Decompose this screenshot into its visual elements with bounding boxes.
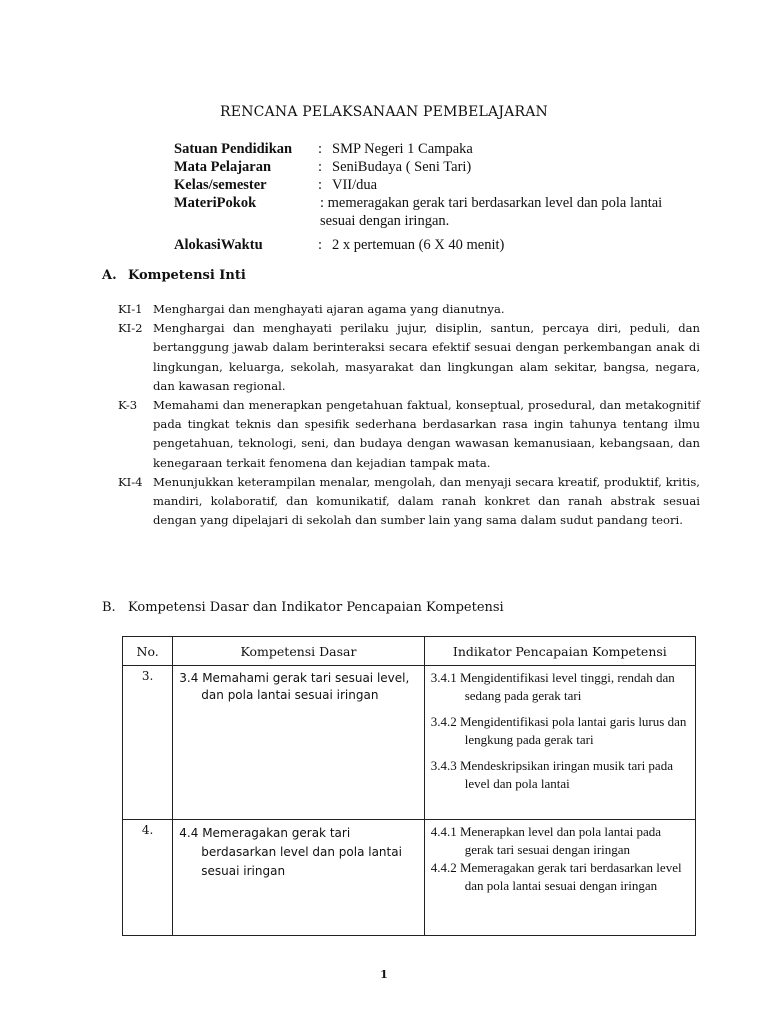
ki-item [118, 473, 700, 531]
competency-table [122, 636, 696, 936]
ki-item [118, 396, 700, 473]
indicator-item: 4.4.2 Memeragakan gerak tari berdasarkan level dan pola lantai sesuai dengan iringan [430, 860, 682, 893]
meta-row-kelas [174, 176, 694, 194]
meta-value: SeniBudaya ( Seni Tari) [332, 159, 472, 175]
section-title: Kompetensi Inti [128, 268, 246, 283]
table-header-row [123, 637, 696, 666]
meta-colon: : [318, 177, 323, 193]
indicator-item: 3.4.2 Mengidentifikasi pola lantai garis lurus dan lengkung pada gerak tari [430, 714, 687, 747]
section-letter: A. [102, 268, 117, 283]
ki-text: Menghargai dan menghayati ajaran agama yang dianutnya. [153, 302, 505, 316]
meta-label: MateriPokok [174, 195, 257, 211]
section-letter: B. [102, 600, 116, 615]
ki-text: Menunjukkan keterampilan menalar, mengolah, dan menyaji secara kreatif, produktif, kritis, mandiri, kolaboratif, dan komunikatif, dalam ranah konkret dan ranah abstrak sesuai dengan yang dipelajari di sekolah dan sumber lain yang sama dalam sudut pandang teori. [153, 474, 700, 528]
ki-text: Memahami dan menerapkan pengetahuan faktual, konseptual, prosedural, dan metakognitif pada tingkat teknis dan spesifik sederhana berdasarkan rasa ingin tahunya tentang ilmu pengetahuan, teknologi, seni, dan budaya dengan wawasan kemanusiaan, kebangsaan, dan kenegaraan terkait fenomena dan kejadian tampak mata. [153, 398, 700, 470]
section-title: Kompetensi Dasar dan Indikator Pencapaian Kompetensi [128, 600, 504, 615]
meta-row-mapel [174, 158, 694, 176]
meta-label: Mata Pelajaran [174, 159, 272, 175]
section-heading-b [102, 600, 504, 615]
ki-code: KI-4 [118, 474, 143, 489]
meta-row-alokasi [174, 236, 694, 254]
meta-colon: : [318, 159, 323, 175]
section-heading-a [102, 268, 246, 283]
header-no: No. [123, 637, 173, 666]
indicator-item: 4.4.1 Menerapkan level dan pola lantai pada gerak tari sesuai dengan iringan [430, 824, 662, 857]
indicator-item: 3.4.3 Mendeskripsikan iringan musik tari pada level dan pola lantai [430, 758, 673, 791]
meta-row-satuan [174, 140, 694, 158]
ki-item [118, 319, 700, 396]
kompetensi-dasar-cell [173, 820, 424, 936]
meta-value: 2 x pertemuan (6 X 40 menit) [332, 237, 505, 253]
kompetensi-dasar-cell [173, 666, 424, 820]
ki-item [118, 300, 700, 319]
identity-block [174, 140, 694, 254]
meta-label: AlokasiWaktu [174, 237, 263, 253]
indikator-cell [424, 666, 695, 820]
ki-code: KI-2 [118, 321, 143, 336]
header-indikator: Indikator Pencapaian Kompetensi [424, 637, 695, 666]
meta-colon: : [318, 237, 323, 253]
meta-row-materi [174, 194, 694, 230]
meta-value: VII/dua [332, 177, 378, 193]
ki-code: KI-1 [118, 302, 143, 316]
kompetensi-dasar-text: 3.4 Memahami gerak tari sesuai level, dan pola lantai sesuai iringan [179, 671, 410, 702]
indikator-cell [424, 820, 695, 936]
indicator-item: 3.4.1 Mengidentifikasi level tinggi, rendah dan sedang pada gerak tari [430, 670, 675, 703]
table-row [123, 666, 696, 820]
page-number: 1 [380, 968, 388, 981]
row-number: 4. [123, 820, 173, 936]
header-kompetensi-dasar: Kompetensi Dasar [173, 637, 424, 666]
table-row [123, 820, 696, 936]
ki-text: Menghargai dan menghayati perilaku jujur, disiplin, santun, percaya diri, peduli, dan bertanggung jawab dalam berinteraksi secara efektif sesuai dengan perkembangan anak di lingkungan, keluarga, sekolah, masyarakat dan lingkungan alam sekitar, bangsa, negara, dan kawasan regional. [153, 321, 700, 393]
kompetensi-dasar-text: 4.4 Memeragakan gerak tari berdasarkan level dan pola lantai sesuai iringan [179, 826, 402, 878]
meta-label: Satuan Pendidikan [174, 141, 293, 157]
ki-code: K-3 [118, 398, 138, 413]
meta-label: Kelas/semester [174, 177, 267, 193]
kompetensi-inti-list [118, 300, 700, 530]
meta-colon: : [318, 141, 323, 157]
document-title: RENCANA PELAKSANAAN PEMBELAJARAN [220, 104, 548, 120]
meta-value: SMP Negeri 1 Campaka [332, 141, 473, 157]
meta-value: : memeragakan gerak tari berdasarkan level dan pola lantai sesuai dengan iringan. [320, 195, 663, 229]
row-number: 3. [123, 666, 173, 820]
